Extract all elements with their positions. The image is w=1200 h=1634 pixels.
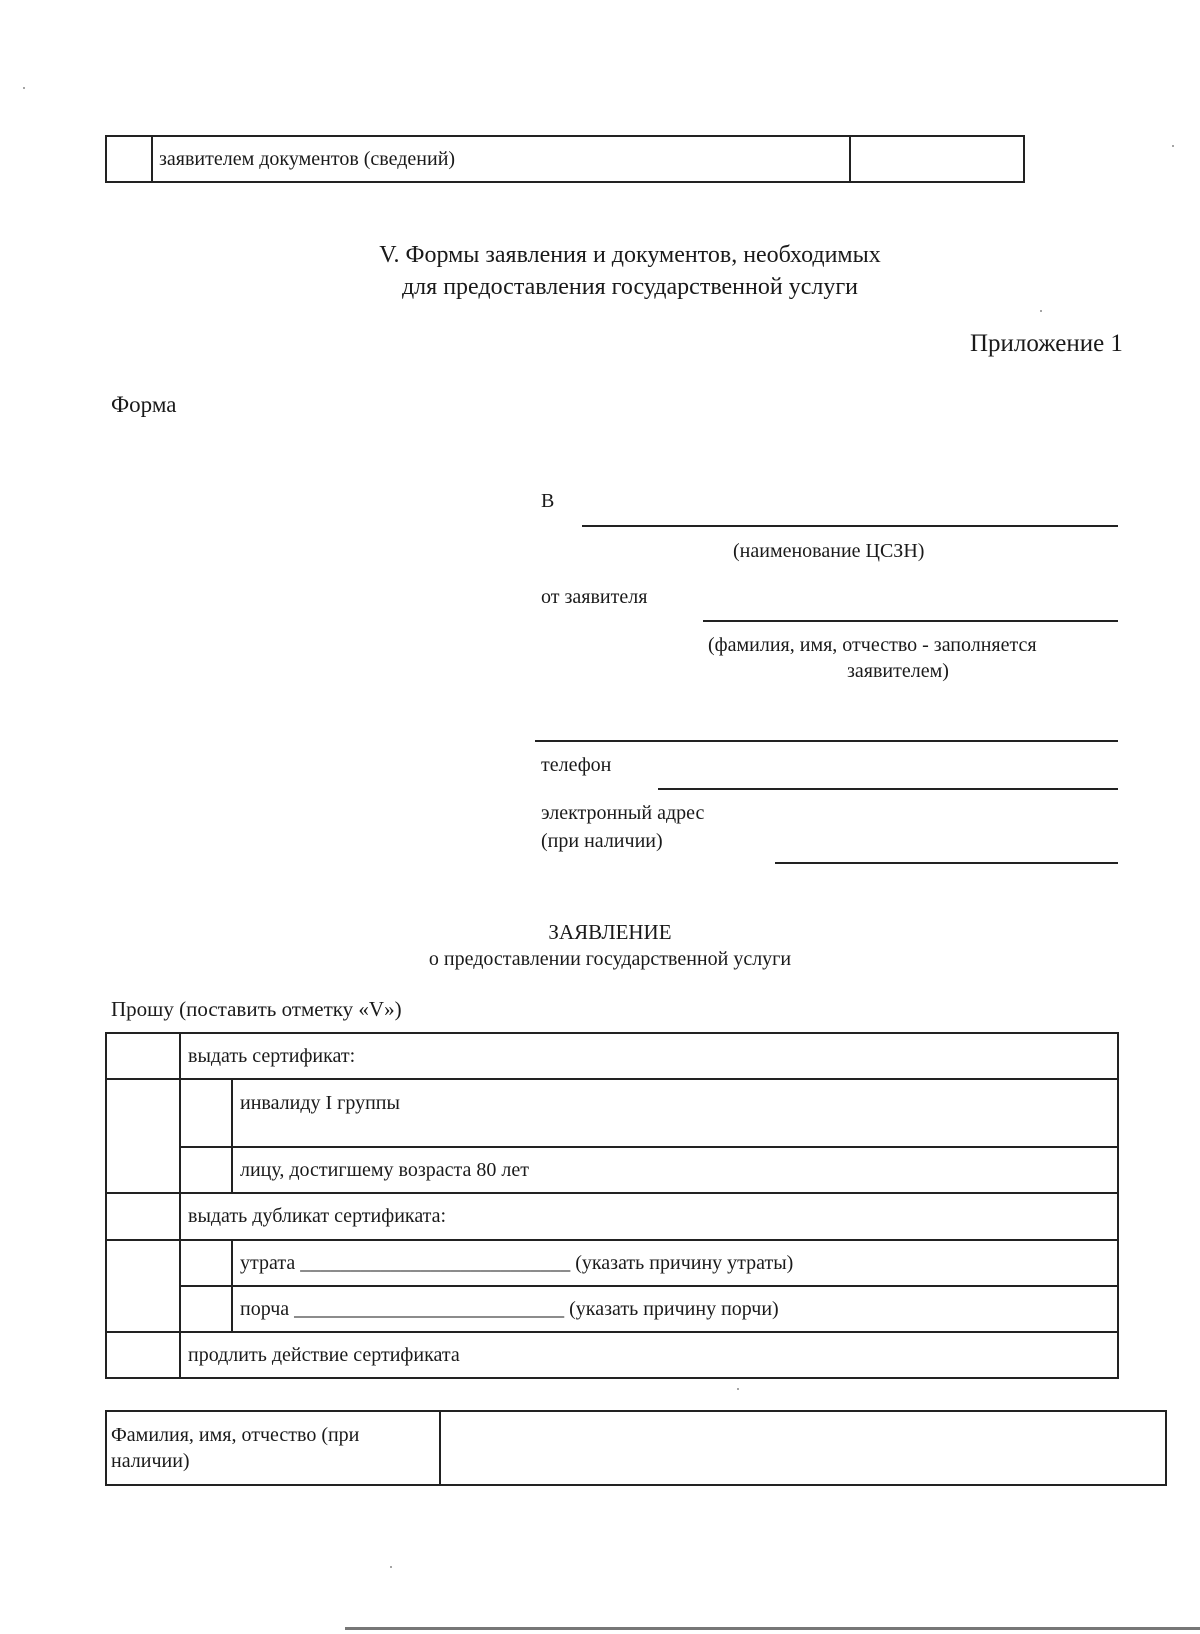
checkbox-issue-duplicate[interactable] [106, 1193, 180, 1240]
checkbox-damage[interactable] [180, 1286, 232, 1332]
previous-table-fragment [105, 135, 1025, 183]
appendix-label: Приложение 1 [970, 330, 1123, 357]
table-cell-empty [850, 136, 1024, 182]
from-label: от заявителя [541, 586, 648, 608]
option-damage [232, 1286, 1118, 1332]
option-extend: продлить действие сертификата [180, 1332, 1118, 1378]
csszn-name-field[interactable] [582, 525, 1118, 527]
option-loss [232, 1240, 1118, 1286]
scan-edge-line [345, 1627, 1200, 1630]
applicant-name-field-continued[interactable] [535, 740, 1118, 742]
loss-label: утрата [240, 1251, 296, 1274]
application-subtitle: о предоставлении государственной услуги [428, 948, 792, 970]
checkbox-disabled-group1[interactable] [180, 1079, 232, 1147]
option-disabled-group1: инвалиду I группы [232, 1079, 1118, 1147]
option-age80: лицу, достигшему возраста 80 лет [232, 1147, 1118, 1193]
checkbox-age80[interactable] [180, 1147, 232, 1193]
fio-label-line1: Фамилия, имя, отчество (при [111, 1424, 360, 1446]
phone-field[interactable] [658, 788, 1118, 790]
fio-label-line2: наличии) [111, 1450, 190, 1472]
email-field[interactable] [775, 862, 1118, 864]
loss-hint: (указать причину утраты) [575, 1251, 794, 1274]
row-spacer-cell [106, 1240, 180, 1332]
applicant-name-field[interactable] [703, 620, 1118, 622]
loss-reason-field[interactable]: ___________________________ [300, 1251, 571, 1274]
csszn-caption: (наименование ЦСЗН) [733, 540, 925, 562]
from-caption-line2: заявителем) [847, 660, 949, 682]
fio-label-cell [106, 1411, 440, 1485]
scan-speck [390, 1566, 392, 1568]
option-issue-certificate: выдать сертификат: [180, 1033, 1118, 1079]
checkbox-issue-certificate[interactable] [106, 1033, 180, 1079]
phone-label: телефон [541, 754, 612, 776]
application-title: ЗАЯВЛЕНИЕ [548, 920, 672, 944]
request-label: Прошу (поставить отметку «V») [111, 997, 402, 1021]
checkbox-cell[interactable] [106, 136, 152, 182]
scan-speck [23, 87, 25, 89]
damage-reason-field[interactable]: ___________________________ [294, 1297, 565, 1320]
checkbox-extend[interactable] [106, 1332, 180, 1378]
table-cell-text: заявителем документов (сведений) [152, 136, 850, 182]
damage-hint: (указать причину порчи) [569, 1297, 779, 1320]
section-title-line1: V. Формы заявления и документов, необходимых [379, 242, 881, 268]
damage-label: порча [240, 1297, 290, 1320]
row-spacer-cell [106, 1079, 180, 1193]
applicant-fio-table [105, 1410, 1167, 1486]
checkbox-loss[interactable] [180, 1240, 232, 1286]
to-label: В [541, 490, 555, 512]
scan-speck [1172, 145, 1174, 147]
section-title-line2: для предоставления государственной услуги [401, 274, 859, 300]
email-label-line2: (при наличии) [541, 830, 663, 852]
service-options-table [105, 1032, 1119, 1379]
scan-speck [737, 1388, 739, 1390]
fio-input-cell[interactable] [440, 1411, 1166, 1485]
form-label: Форма [111, 392, 177, 417]
option-issue-duplicate: выдать дубликат сертификата: [180, 1193, 1118, 1240]
from-caption-line1: (фамилия, имя, отчество - заполняется [708, 634, 1037, 656]
scan-speck [1040, 310, 1042, 312]
email-label-line1: электронный адрес [541, 802, 705, 824]
